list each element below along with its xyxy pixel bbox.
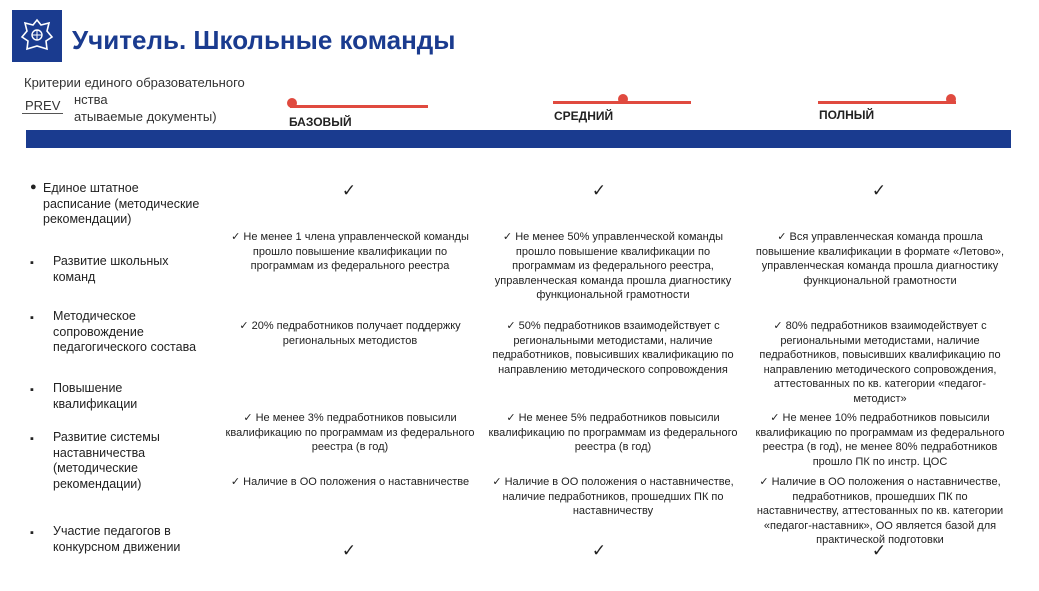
cell-methodical-medium: ✓ 50% педработников взаимодействует с региональными методистами, наличие педработников, повысивших квалификацию по направлению методического сопровождения	[492, 320, 734, 376]
bullet-icon: ▪	[30, 257, 34, 269]
ministry-logo	[12, 10, 62, 62]
checkmark-icon: ✓	[591, 181, 607, 200]
cell-qualification-medium: ✓ Не менее 5% педработников повысили квалификацию по программам из федерального реестра (в год)	[488, 412, 738, 453]
checkmark-icon: ✓	[341, 541, 357, 560]
level-full-label: ПОЛНЫЙ	[819, 108, 875, 122]
cell-qualification-full: ✓ Не менее 10% педработников повысили квалификацию по программам из федерального реестра (в год), не менее 80% педработников прошло ПК по инстр. ЦОС	[755, 412, 1005, 468]
checkmark-icon: ✓	[591, 541, 607, 560]
bullet-icon: ▪	[30, 312, 34, 324]
row-label-qualification: Повышение квалификации	[53, 381, 138, 411]
criteria-caption	[24, 74, 294, 125]
row-label-staff: Единое штатное расписание (методические рекомендации)	[43, 181, 200, 226]
checkmark-icon: ✓	[871, 181, 887, 200]
criteria-line-3: атываемые документы)	[74, 109, 217, 124]
bullet-icon: ▪	[30, 527, 34, 539]
prev-button[interactable]: PREV	[22, 98, 63, 114]
checkmark-icon: ✓	[341, 181, 357, 200]
emblem-icon	[19, 17, 55, 55]
criteria-line-1: Критерии единого образовательного	[24, 75, 245, 90]
header-bar	[26, 130, 1011, 148]
cell-teams-medium: ✓ Не менее 50% управленческой команды прошло повышение квалификации по программам из федерального реестра, управленческая команда прошла диагностику функциональной грамотности	[494, 231, 732, 301]
checkmark-icon: ✓	[871, 541, 887, 560]
cell-mentoring-basic: ✓ Наличие в ОО положения о наставничестве	[230, 476, 470, 488]
bullet-icon: ▪	[30, 384, 34, 396]
level-basic-label: БАЗОВЫЙ	[289, 115, 352, 129]
page-title: Учитель. Школьные команды	[72, 25, 456, 55]
cell-teams-full: ✓ Вся управленческая команда прошла повышение квалификации в формате «Летово», управленческая команда прошла диагностику функциональной грамотности	[755, 231, 1005, 287]
row-label-contests: Участие педагогов в конкурсном движении	[53, 524, 181, 554]
level-medium-label: СРЕДНИЙ	[554, 109, 614, 123]
basic-level-line	[290, 105, 428, 108]
cell-mentoring-medium: ✓ Наличие в ОО положения о наставничестве, наличие педработников, прошедших ПК по наставничеству	[492, 476, 734, 517]
cell-qualification-basic: ✓ Не менее 3% педработников повысили квалификацию по программам из федерального реестра (в год)	[225, 412, 475, 453]
row-label-mentoring: Развитие системы наставничества (методические рекомендации)	[53, 430, 160, 491]
cell-methodical-full: ✓ 80% педработников взаимодействует с региональными методистами, наличие педработников, повысивших квалификацию по направлению методического сопровождения, аттестованных по кв. категории «педагог-методист»	[759, 320, 1001, 405]
cell-methodical-basic: ✓ 20% педработников получает поддержку региональных методистов	[239, 320, 461, 347]
bullet-icon: ▪	[30, 433, 34, 445]
full-level-line	[818, 101, 956, 104]
row-label-methodical: Методическое сопровождение педагогического состава	[53, 309, 197, 354]
cell-teams-basic: ✓ Не менее 1 члена управленческой команды прошло повышение квалификации по программам из федерального реестра	[231, 231, 469, 272]
criteria-line-2: нства	[74, 92, 108, 107]
bullet-icon: ●	[30, 181, 37, 193]
row-label-teams: Развитие школьных команд	[53, 254, 169, 284]
cell-mentoring-full: ✓ Наличие в ОО положения о наставничестве, педработников, прошедших ПК по наставничеству, аттестованных по кв. категории «педагог-наставник», ОО является базой для практической подготовки	[756, 476, 1004, 546]
medium-level-line	[553, 101, 691, 104]
